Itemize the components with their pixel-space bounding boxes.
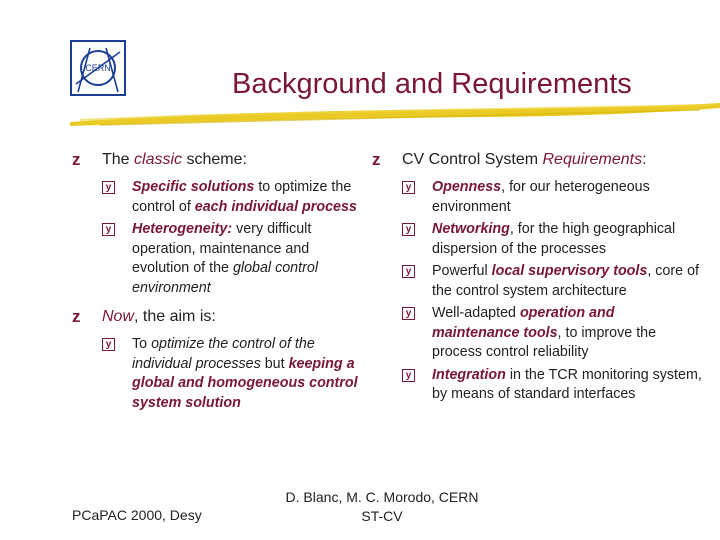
list-item: y Specific solutions to optimize the control of each individual process	[102, 178, 362, 217]
right-list	[402, 178, 702, 405]
checkbox-bullet-icon: y	[402, 369, 415, 382]
checkbox-bullet-icon: y	[102, 181, 115, 194]
checkbox-bullet-icon: y	[402, 265, 415, 278]
cern-logo	[70, 40, 126, 96]
list-item: y To optimize the control of the individual processes but keeping a global and homogeneous control system solution	[102, 335, 362, 413]
list-item: y Powerful local supervisory tools, core of the control system architecture	[402, 262, 702, 301]
bullet-icon: z	[72, 307, 81, 326]
footer-conference: PCaPAC 2000, Desy	[72, 507, 202, 523]
list-item: y Integration in the TCR monitoring system, by means of standard interfaces	[402, 366, 702, 405]
checkbox-bullet-icon: y	[402, 307, 415, 320]
left-heading: z The classic scheme:	[72, 150, 247, 169]
list-item: y Openness, for our heterogeneous environment	[402, 178, 702, 217]
list-item: y Networking, for the high geographical dispersion of the processes	[402, 220, 702, 259]
left-list	[102, 178, 362, 298]
footer-authors: D. Blanc, M. C. Morodo, CERN ST-CV	[285, 489, 479, 524]
title-underline-swoosh	[70, 100, 720, 130]
left-column	[72, 150, 362, 416]
slide-title: Background and Requirements	[232, 68, 632, 100]
logo-text: CERN	[85, 63, 111, 73]
left-list-2	[102, 335, 362, 413]
right-heading: z CV Control System Requirements:	[372, 150, 647, 169]
left-heading-now: z Now, the aim is:	[72, 307, 216, 326]
checkbox-bullet-icon: y	[102, 338, 115, 351]
checkbox-bullet-icon: y	[402, 223, 415, 236]
checkbox-bullet-icon: y	[102, 223, 115, 236]
list-item: y Well-adapted operation and maintenance tools, to improve the process control reliability	[402, 304, 702, 363]
list-item: y Heterogeneity: very difficult operation, maintenance and evolution of the global control environment	[102, 220, 362, 298]
bullet-icon: z	[72, 150, 81, 169]
right-column	[372, 150, 702, 408]
checkbox-bullet-icon: y	[402, 181, 415, 194]
bullet-icon: z	[372, 150, 381, 169]
